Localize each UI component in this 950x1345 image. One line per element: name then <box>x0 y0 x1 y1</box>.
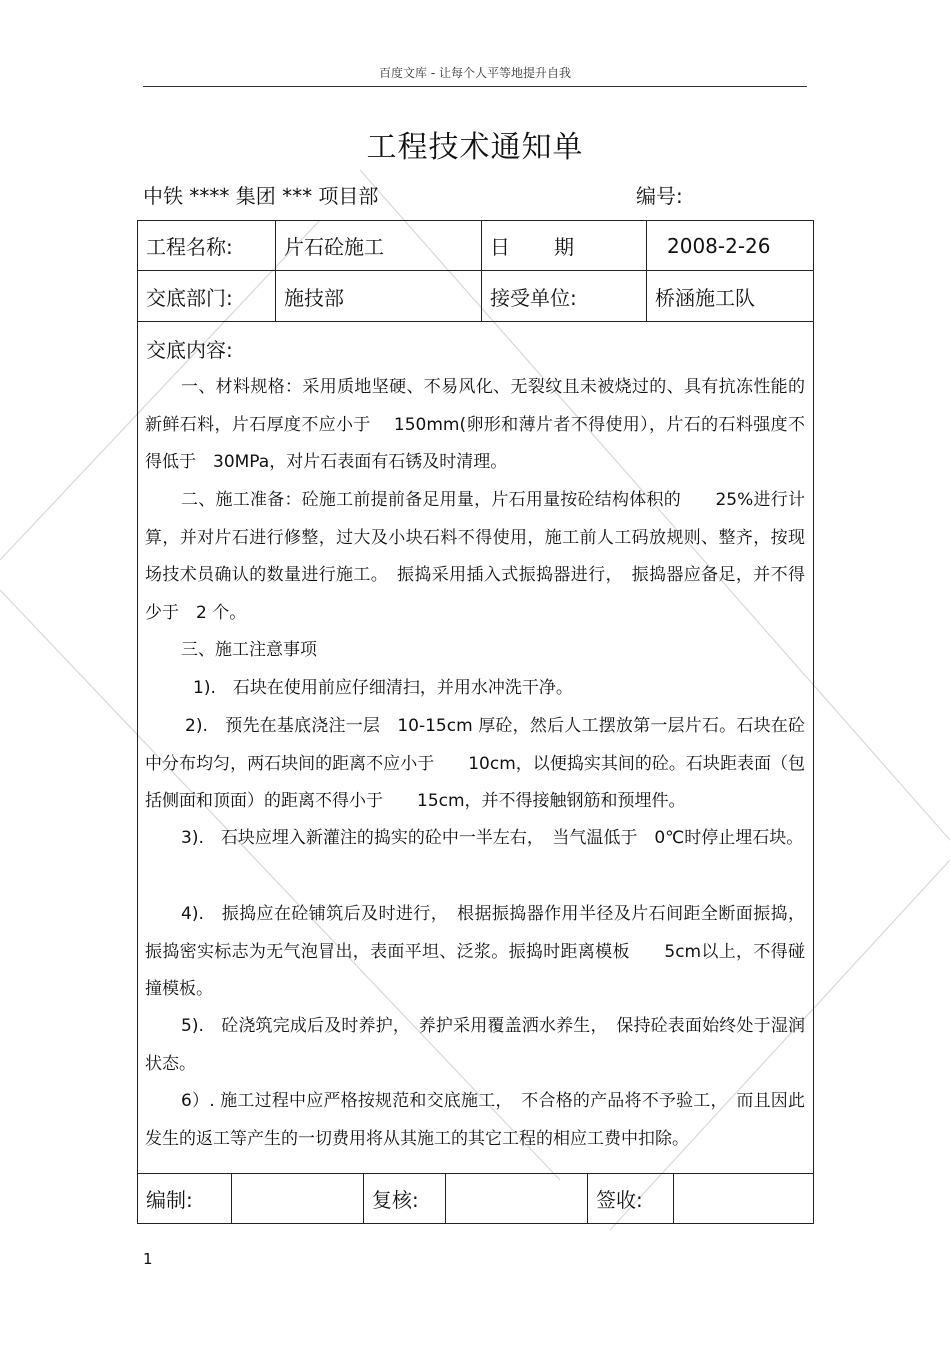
dept-value: 施技部 <box>276 271 482 321</box>
compile-label: 编制: <box>138 1173 232 1223</box>
paragraph-note-1: 1). 石块在使用前应仔细清扫，并用水冲洗干净。 <box>193 678 573 698</box>
project-name-value: 片石砼施工 <box>276 221 482 270</box>
paragraph-note-3: 3). 石块应埋入新灌注的捣实的砼中一半左右， 当气温低于 0℃时停止埋石块。 <box>181 828 804 848</box>
compile-field[interactable] <box>232 1173 364 1223</box>
paragraph-note-4: 4). 振捣应在砼铺筑后及时进行， 根据振捣器作用半径及片石间距全断面振捣，振捣密实标志为无气泡冒出，表面平坦、泛浆。振捣时距离模板 5cm以上，不得碰撞模板。 <box>145 904 805 999</box>
date-label-a: 日 <box>490 235 510 259</box>
paragraph-preparation: 二、施工准备：砼施工前提前备足用量，片石用量按砼结构体积的 25%进行计算，并对片石进行修整，过大及小块石料不得使用，施工前人工码放规则、整齐，按现场技术员确认的数量进行施工。 振捣采用插入式振捣器进行， 振捣器应备足，并不得少于 2 个。 <box>145 490 805 623</box>
review-field[interactable] <box>446 1173 588 1223</box>
date-label-b: 期 <box>554 235 574 259</box>
paragraph-notes-heading: 三、施工注意事项 <box>181 640 317 660</box>
date-label <box>482 221 647 270</box>
recv-value: 桥涵施工队 <box>655 285 755 310</box>
date-value: 2008-2-26 <box>667 233 771 258</box>
header-site-text: 百度文库 - 让每个人平等地提升自我 <box>379 66 571 80</box>
document-title: 工程技术通知单 <box>366 130 584 165</box>
review-label: 复核: <box>364 1173 446 1223</box>
paragraph-note-5: 5). 砼浇筑完成后及时养护， 养护采用覆盖洒水养生， 保持砼表面始终处于湿润状态。 <box>145 1016 805 1074</box>
signature-row <box>138 1173 813 1223</box>
dept-label: 交底部门: <box>138 271 276 321</box>
receive-field[interactable] <box>674 1173 813 1223</box>
organization-line: 中铁 **** 集团 *** 项目部 <box>143 184 379 208</box>
receive-label: 签收: <box>588 1173 674 1223</box>
page-header <box>143 60 807 87</box>
recv-label: 接受单位: <box>482 271 647 321</box>
table-row-project <box>138 221 813 271</box>
paragraph-note-2: 2). 预先在基底浇注一层 10-15cm 厚砼，然后人工摆放第一层片石。石块在砼中分布均匀，两石块间的距离不应小于 10cm，以便捣实其间的砼。石块距表面（包括侧面和顶面）的距离不得小于 15cm，并不得接触钢筋和预埋件。 <box>145 716 805 811</box>
number-label: 编号: <box>636 184 683 208</box>
paragraph-materials: 一、材料规格：采用质地坚硬、不易风化、无裂纹且未被烧过的、具有抗冻性能的新鲜石料，片石厚度不应小于 150mm(卵形和薄片者不得使用），片石的石料强度不得低于 30MPa，对片石表面有石锈及时清理。 <box>145 377 805 472</box>
project-name-label: 工程名称: <box>138 221 276 270</box>
paragraph-note-6: 6）. 施工过程中应严格按规范和交底施工， 不合格的产品将不予验工， 而且因此发生的返工等产生的一切费用将从其施工的其它工程的相应工费中扣除。 <box>145 1091 805 1149</box>
content-label: 交底内容: <box>146 338 233 362</box>
table-row-department <box>138 271 813 322</box>
page-number: 1 <box>143 1250 153 1268</box>
content-section <box>138 322 813 1174</box>
notice-form-table <box>137 220 814 1224</box>
